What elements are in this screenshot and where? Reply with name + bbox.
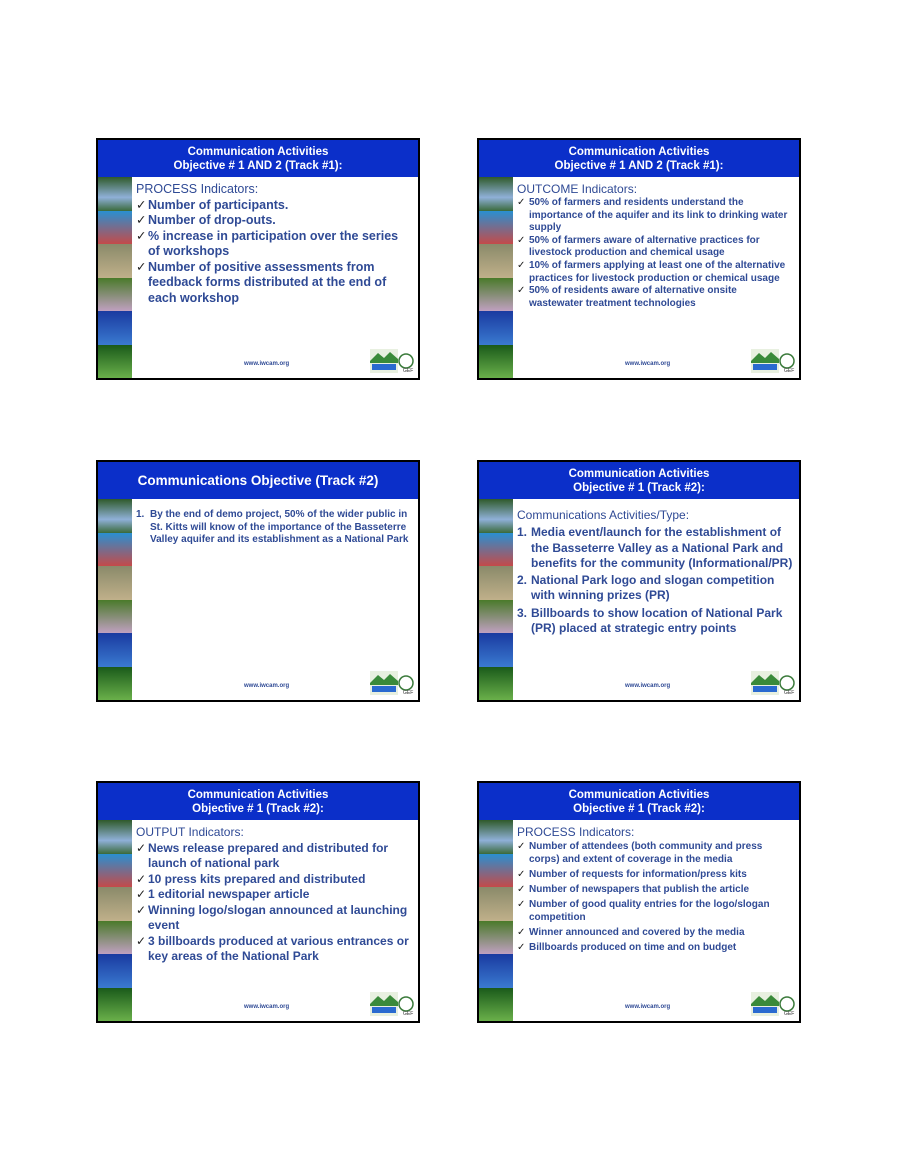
slide-heading: OUTCOME Indicators: <box>517 182 638 196</box>
list-item: ✓ Billboards produced on time and on budget <box>517 942 737 953</box>
list-item: ✓ Number of attendees (both community and press corps) and extent of coverage in the media <box>517 841 763 865</box>
slide-title <box>479 140 799 177</box>
list-item: ✓ 10 press kits prepared and distributed <box>136 871 366 886</box>
iwcam-gef-logo-icon <box>751 671 795 697</box>
photo-strip <box>479 177 513 378</box>
checkmark-icon: ✓ <box>517 841 526 852</box>
slide-content <box>136 825 412 999</box>
slide-title-line1: Communication Activities <box>568 467 710 480</box>
checkmark-icon: ✓ <box>136 902 147 917</box>
footer-url: www.iwcam.org <box>625 683 671 689</box>
checkmark-icon: ✓ <box>136 213 147 227</box>
item-number: 1. <box>136 509 145 520</box>
checkmark-icon: ✓ <box>136 197 147 212</box>
checkmark-icon: ✓ <box>136 933 147 948</box>
slide-title-line1: Communication Activities <box>568 145 710 158</box>
list-item: ✓ Winning logo/slogan announced at launching event <box>136 902 408 932</box>
slide-6 <box>477 781 801 1023</box>
slide-title-line2: Objective # 1 (Track #2): <box>573 481 705 494</box>
list-item: ✓ 10% of farmers applying at least one of the alternative practices for livestock production or chemical usage <box>517 259 786 284</box>
checkmark-icon: ✓ <box>517 899 526 910</box>
slide-title-line2: Objective # 1 (Track #2): <box>573 802 705 815</box>
list-item: ✓ Winner announced and covered by the media <box>517 927 745 938</box>
photo-strip <box>98 177 132 378</box>
footer-url: www.iwcam.org <box>244 683 290 689</box>
slide-title <box>479 462 799 499</box>
slide-title <box>479 783 799 820</box>
slide-title-line1: Communications Objective (Track #2) <box>137 472 379 488</box>
slide-title-line1: Communication Activities <box>568 788 710 801</box>
slide-content <box>517 825 793 999</box>
checkmark-icon: ✓ <box>517 197 526 208</box>
slide-content <box>136 182 412 356</box>
slide-content <box>517 508 793 678</box>
svg-text:GEF: GEF <box>784 1011 795 1017</box>
photo-strip <box>479 499 513 700</box>
slide-title-line1: Communication Activities <box>187 788 329 801</box>
footer-url: www.iwcam.org <box>625 361 671 367</box>
iwcam-gef-logo-icon <box>751 349 795 375</box>
list-item: ✓ Number of positive assessments from feedback forms distributed at the end of each workshop <box>136 259 387 305</box>
footer-url: www.iwcam.org <box>244 1004 290 1010</box>
checkmark-icon: ✓ <box>136 840 147 855</box>
checkmark-icon: ✓ <box>517 884 526 895</box>
item-number: 1. <box>517 525 528 540</box>
slide-5 <box>96 781 420 1023</box>
checkmark-icon: ✓ <box>517 927 526 938</box>
svg-text:GEF: GEF <box>784 690 795 696</box>
list-item: ✓ Number of newspapers that publish the article <box>517 884 750 895</box>
slide-4 <box>477 460 801 702</box>
slide-3 <box>96 460 420 702</box>
checkmark-icon: ✓ <box>136 228 147 243</box>
slide-content <box>517 182 793 356</box>
svg-text:GEF: GEF <box>403 1011 414 1017</box>
slide-1 <box>96 138 420 380</box>
iwcam-gef-logo-icon <box>751 992 795 1018</box>
checkmark-icon: ✓ <box>136 259 147 274</box>
item-number: 2. <box>517 573 528 588</box>
list-item: ✓ Number of participants. <box>136 197 289 212</box>
svg-text:GEF: GEF <box>784 368 795 374</box>
list-item: ✓ Number of good quality entries for the logo/slogan competition <box>517 899 770 923</box>
slide-title <box>98 140 418 177</box>
checkmark-icon: ✓ <box>136 871 147 886</box>
slide-title <box>98 783 418 820</box>
list-item: ✓ 3 billboards produced at various entrances or key areas of the National Park <box>136 933 409 963</box>
slide-heading: PROCESS Indicators: <box>517 825 635 839</box>
list-item: ✓ 50% of farmers aware of alternative practices for livestock production and chemical usage <box>517 234 760 259</box>
slide-title-line2: Objective # 1 (Track #2): <box>192 802 324 815</box>
slide-heading: Communications Activities/Type: <box>517 508 690 522</box>
photo-strip <box>98 820 132 1021</box>
slide-2 <box>477 138 801 380</box>
photo-strip <box>98 499 132 700</box>
list-item: ✓ % increase in participation over the series of workshops <box>136 228 399 258</box>
iwcam-gef-logo-icon <box>370 671 414 697</box>
checkmark-icon: ✓ <box>136 887 147 901</box>
checkmark-icon: ✓ <box>517 942 526 953</box>
svg-text:GEF: GEF <box>403 690 414 696</box>
slide-title-line1: Communication Activities <box>187 145 329 158</box>
slide-title-line2: Objective # 1 AND 2 (Track #1): <box>554 159 724 172</box>
list-item: ✓ 50% of farmers and residents understand the importance of the aquifer and its link to drinking water supply <box>517 197 788 234</box>
list-item: ✓ News release prepared and distributed for launch of national park <box>136 840 389 870</box>
list-item: 3. Billboards to show location of National Park (PR) placed at strategic entry points <box>517 605 783 636</box>
svg-text:GEF: GEF <box>403 368 414 374</box>
slide-heading: OUTPUT Indicators: <box>136 825 244 839</box>
list-item: ✓ 1 editorial newspaper article <box>136 887 310 901</box>
list-item: 1. By the end of demo project, 50% of the wider public in St. Kitts will know of the importance of the Basseterre Valley aquifer and its establishment as a National Park <box>136 509 409 546</box>
list-item: ✓ 50% of residents aware of alternative onsite wastewater treatment technologies <box>517 285 737 309</box>
list-item: ✓ Number of requests for information/press kits <box>517 869 747 880</box>
checkmark-icon: ✓ <box>517 234 526 246</box>
slide-title <box>98 462 418 499</box>
footer-url: www.iwcam.org <box>244 361 290 367</box>
iwcam-gef-logo-icon <box>370 992 414 1018</box>
list-item: 1. Media event/launch for the establishment of the Basseterre Valley as a National Park and benefits for the community (Informational/PR) <box>517 525 793 570</box>
list-item: ✓ Number of drop-outs. <box>136 213 276 227</box>
footer-url: www.iwcam.org <box>625 1004 671 1010</box>
checkmark-icon: ✓ <box>517 259 526 271</box>
list-item: 2. National Park logo and slogan competition with winning prizes (PR) <box>517 573 775 603</box>
iwcam-gef-logo-icon <box>370 349 414 375</box>
checkmark-icon: ✓ <box>517 869 526 880</box>
item-number: 3. <box>517 605 528 620</box>
slide-content <box>136 509 412 678</box>
slide-heading: PROCESS Indicators: <box>136 182 259 196</box>
photo-strip <box>479 820 513 1021</box>
slide-title-line2: Objective # 1 AND 2 (Track #1): <box>173 159 343 172</box>
checkmark-icon: ✓ <box>517 285 526 297</box>
